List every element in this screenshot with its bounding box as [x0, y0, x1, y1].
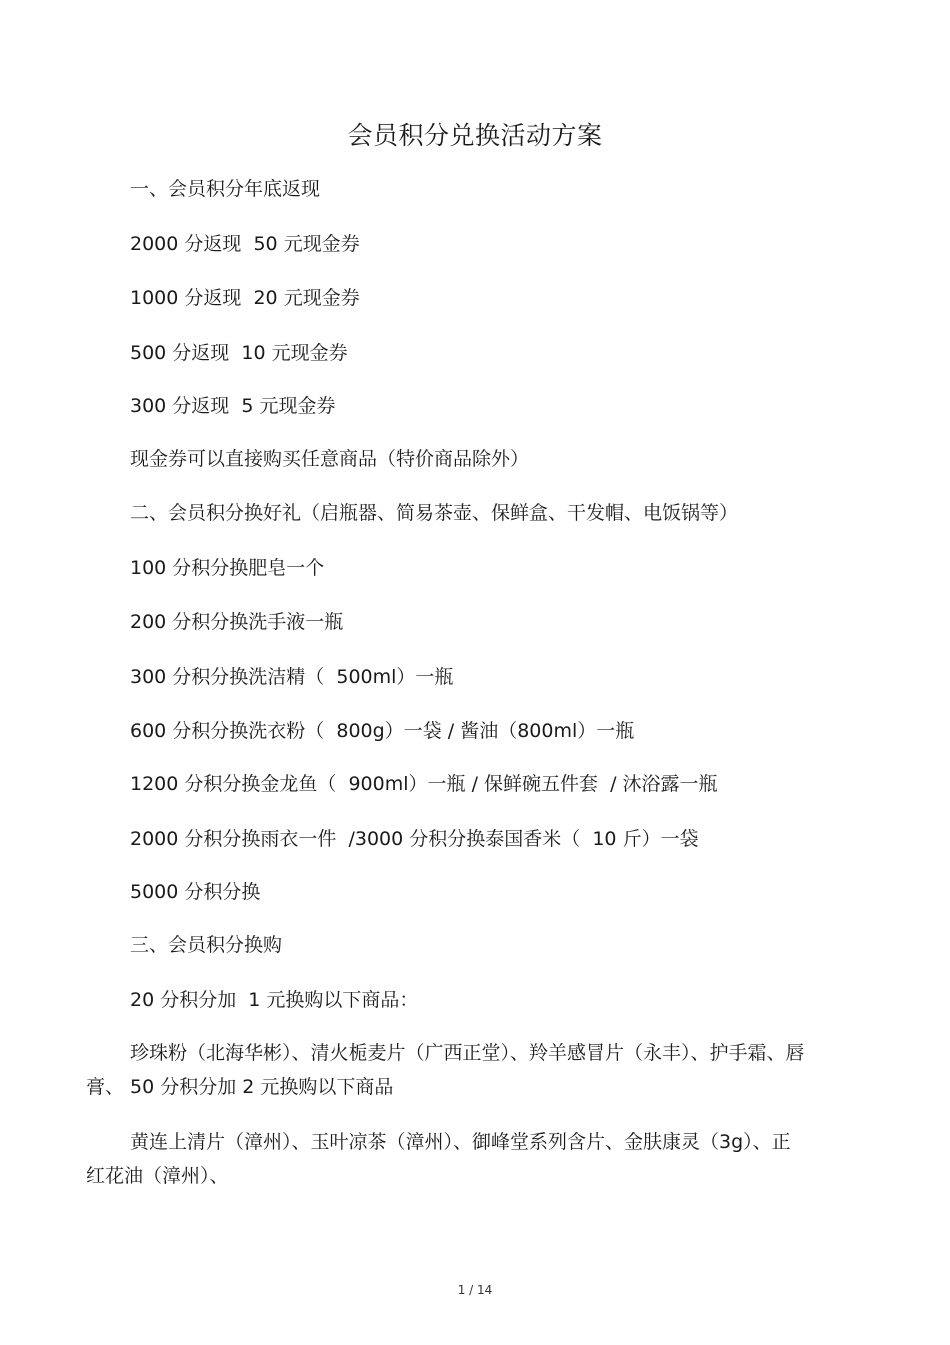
text-line: 300 分返现 5 元现金券 — [130, 395, 336, 417]
text-line: 1000 分返现 20 元现金券 — [130, 287, 360, 309]
text-line: 100 分积分换肥皂一个 — [130, 557, 325, 579]
section-heading-2: 二、会员积分换好礼（启瓶器、简易茶壶、保鲜盒、干发帽、电饭锅等） — [130, 502, 739, 524]
text-line: 1200 分积分换金龙鱼（ 900ml）一瓶 / 保鲜碗五件套 / 沐浴露一瓶 — [130, 773, 718, 795]
section-heading-3: 三、会员积分换购 — [130, 934, 283, 956]
text-line: 5000 分积分换 — [130, 881, 261, 903]
page-number: 1 / 14 — [457, 1283, 493, 1297]
section-heading-1: 一、会员积分年底返现 — [130, 178, 321, 200]
paragraph: 珍珠粉（北海华彬）、清火栀麦片（广西正堂）、羚羊感冒片（永丰）、护手霜、唇膏、 50 分积分加 2 元换购以下商品 — [86, 1042, 805, 1098]
paragraph: 黄连上清片（漳州）、玉叶凉茶（漳州）、御峰堂系列含片、金肤康灵（3g）、正红花油（漳州）、 — [86, 1131, 791, 1187]
text-line: 20 分积分加 1 元换购以下商品： — [130, 989, 419, 1011]
text-line: 200 分积分换洗手液一瓶 — [130, 611, 344, 633]
text-line: 现金券可以直接购买任意商品（特价商品除外） — [130, 448, 530, 470]
text-line: 500 分返现 10 元现金券 — [130, 342, 348, 364]
text-line: 2000 分返现 50 元现金券 — [130, 233, 360, 255]
text-line: 2000 分积分换雨衣一件 /3000 分积分换泰国香米（ 10 斤）一袋 — [130, 828, 699, 850]
page-title: 会员积分兑换活动方案 — [347, 121, 603, 150]
text-line: 600 分积分换洗衣粉（ 800g）一袋 / 酱油（800ml）一瓶 — [130, 720, 635, 742]
text-line: 300 分积分换洗洁精（ 500ml）一瓶 — [130, 666, 454, 688]
